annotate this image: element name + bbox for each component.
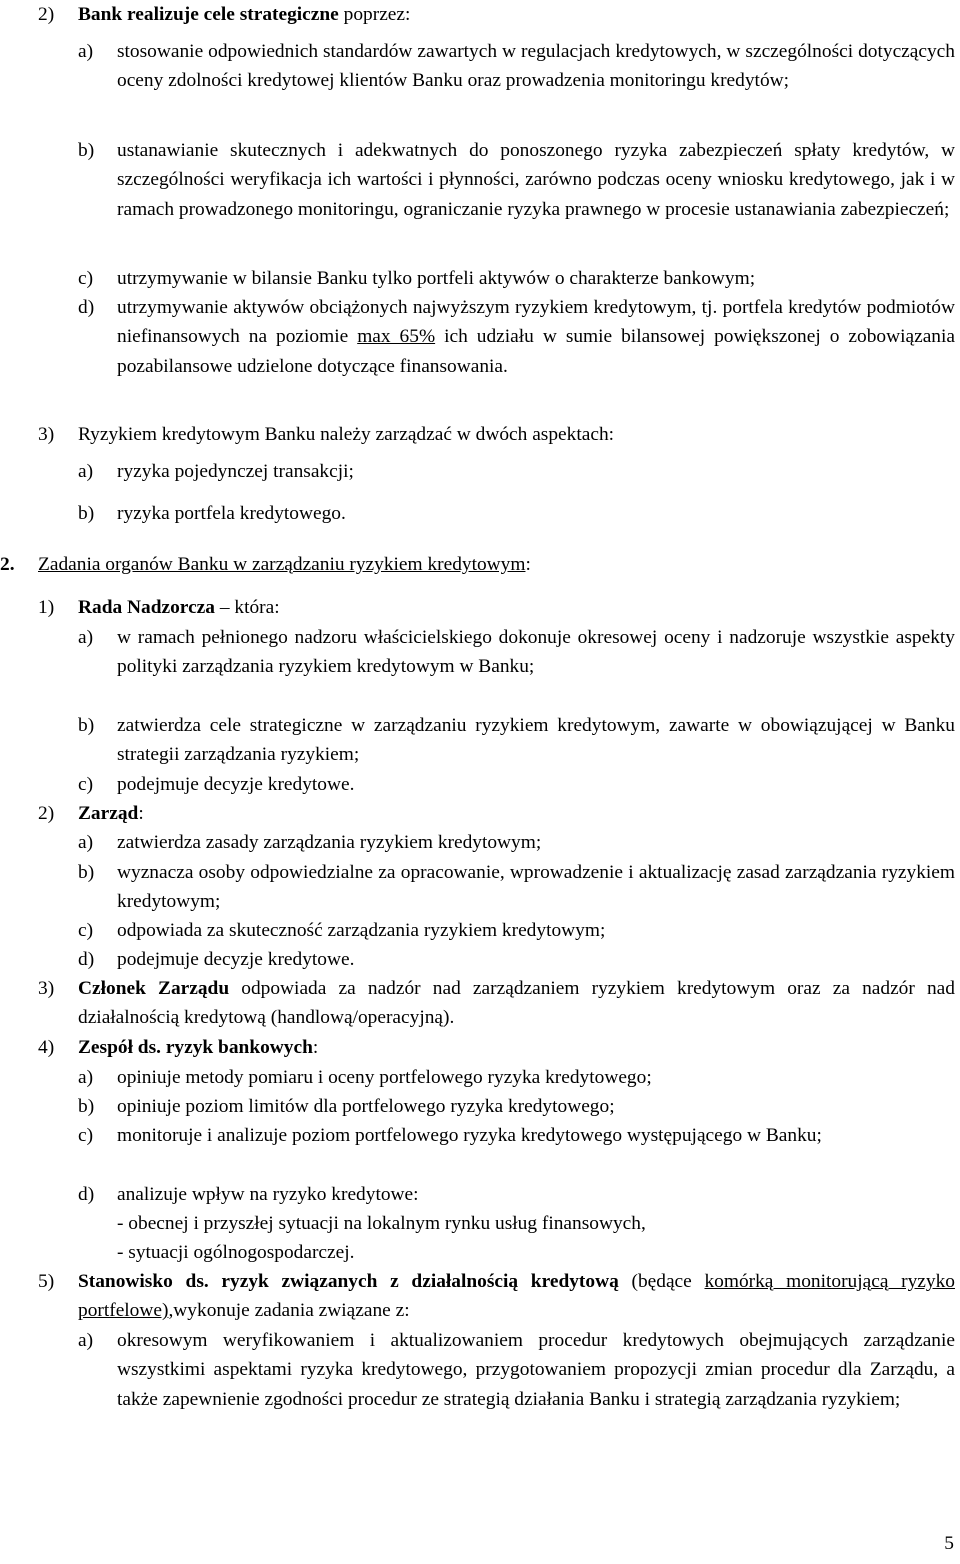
sub-label: c) [78,1125,94,1146]
sub-label: b) [78,715,95,736]
item-heading-rest: poprzez: [338,4,411,25]
sub-label: a) [78,1330,94,1351]
indent-line: - sytuacji ogólnogospodarczej. [117,1242,355,1263]
sub-text-part: ich udziału w sumie bilansowej powiększonej o zobowiązania pozabilansowe udzielone dotyczące finansowania. [117,326,955,377]
sub-label: a) [78,1067,94,1088]
item-number: 3) [38,978,55,999]
item-heading-rest: – która: [214,597,280,618]
sub-text: w ramach pełnionego nadzoru właścicielskiego dokonuje okresowej oceny i nadzoruje wszystkie aspekty polityki zarządzania ryzykiem kredytowym w Banku; [117,627,955,678]
item-heading [78,0,948,29]
sub-label: d) [78,297,95,318]
organ-name: Zespół ds. ryzyk bankowych [78,1037,313,1058]
sub-label: a) [78,627,94,648]
organ-name: Stanowisko ds. ryzyk związanych z działalnością kredytową [78,1271,619,1292]
sub-text: podejmuje decyzje kredytowe. [117,774,355,795]
sub-label: a) [78,832,94,853]
sub-label: b) [78,862,95,883]
organ-name: Członek Zarządu [78,978,230,999]
sub-text: odpowiada za skuteczność zarządzania ryzykiem kredytowym; [117,920,606,941]
sub-label: c) [78,774,94,795]
section-title [38,550,938,579]
sub-text: analizuje wpływ na ryzyko kredytowe: [117,1184,419,1205]
item-heading [78,1267,955,1326]
item-heading [78,1033,948,1062]
section-title-text: Zadania organów Banku w zarządzaniu ryzykiem kredytowym [38,554,526,575]
item-number: 2) [38,4,55,25]
organ-name: Zarząd [78,803,139,824]
underlined-value: max 65% [357,326,436,348]
sub-label: c) [78,268,94,289]
sub-text: zatwierdza zasady zarządzania ryzykiem kredytowym; [117,832,542,853]
sub-text: zatwierdza cele strategiczne w zarządzaniu ryzykiem kredytowym, zawarte w obowiązującej w Banku strategii zarządzania ryzykiem; [117,715,955,766]
section-number-text: 2. [0,554,15,575]
sub-label: b) [78,1096,95,1117]
sub-text-part: utrzymywanie aktywów obciążonych najwyższym ryzykiem kredytowym, tj. portfela kredytów podmiotów niefinansowych na poziomie [117,297,955,348]
sub-text: wyznacza osoby odpowiedzialne za opracowanie, wprowadzenie i aktualizację zasad zarządzania ryzykiem kredytowym; [117,862,955,913]
section-title-colon: : [525,554,531,575]
item-number: 4) [38,1037,55,1058]
sub-label: b) [78,503,95,524]
item-heading-rest: : [138,803,144,824]
sub-text: okresowym weryfikowaniem i aktualizowaniem procedur kredytowych obejmujących zarządzanie wszystkimi aspektami ryzyka kredytowego, przygotowaniem propozycji zmian procedur dla Zarządu, a także zapewnienie zgodności procedur ze strategią działania Banku i strategią zarządzania ryzykiem; [117,1330,955,1410]
sub-text: utrzymywanie w bilansie Banku tylko portfeli aktywów o charakterze bankowym; [117,268,756,289]
sub-label: a) [78,461,94,482]
sub-text: monitoruje i analizuje poziom portfelowego ryzyka kredytowego występującego w Banku; [117,1125,822,1146]
sub-label: c) [78,920,94,941]
item-heading-rest: (będące [618,1271,705,1292]
sub-text: ryzyka portfela kredytowego. [117,503,346,524]
page-number: 5 [944,1533,954,1554]
item-heading-bold: Bank realizuje cele strategiczne [78,4,339,25]
sub-label: d) [78,949,95,970]
organ-name: Rada Nadzorcza [78,597,215,618]
sub-text: podejmuje decyzje kredytowe. [117,949,355,970]
section-number [0,550,15,579]
sub-text [117,293,955,381]
item-heading-rest: ,wykonuje zadania związane z: [168,1300,410,1322]
item-heading: Ryzykiem kredytowym Banku należy zarządzać w dwóch aspektach: [78,424,615,445]
sub-label: b) [78,140,95,161]
item-heading-rest: : [312,1037,319,1058]
item-number: 3) [38,424,55,445]
sub-label: d) [78,1184,95,1205]
item-heading [78,974,955,1033]
sub-text: ryzyka pojedynczej transakcji; [117,461,354,482]
sub-text: opiniuje metody pomiaru i oceny portfelowego ryzyka kredytowego; [117,1067,652,1088]
item-heading-rest: odpowiada za nadzór nad zarządzaniem ryzykiem kredytowym oraz za nadzór nad działalnością kredytową (handlową/operacyjną). [78,978,955,1029]
item-heading [78,799,948,828]
underlined-text: komórką monitorującą ryzyko portfelowe) [78,1271,955,1322]
sub-text: stosowanie odpowiednich standardów zawartych w regulacjach kredytowych, w szczególności dotyczących oceny zdolności kredytowej klientów Banku oraz prowadzenia monitoringu kredytów; [117,41,955,92]
indent-line: - obecnej i przyszłej sytuacji na lokalnym rynku usług finansowych, [117,1213,646,1234]
item-number: 5) [38,1271,55,1292]
sub-text: opiniuje poziom limitów dla portfelowego ryzyka kredytowego; [117,1096,615,1117]
sub-text: ustanawianie skutecznych i adekwatnych do ponoszonego ryzyka zabezpieczeń spłaty kredytów, w szczególności weryfikacja ich wartości i płynności, zarówno podczas oceny wniosku kredytowego, jak i w ramach prowadzonego monitoringu, ograniczanie ryzyka prawnego w procesie ustanawiania zabezpieczeń; [117,140,955,220]
sub-label: a) [78,41,94,62]
item-number: 1) [38,597,55,618]
item-number: 2) [38,803,55,824]
item-heading [78,593,948,622]
